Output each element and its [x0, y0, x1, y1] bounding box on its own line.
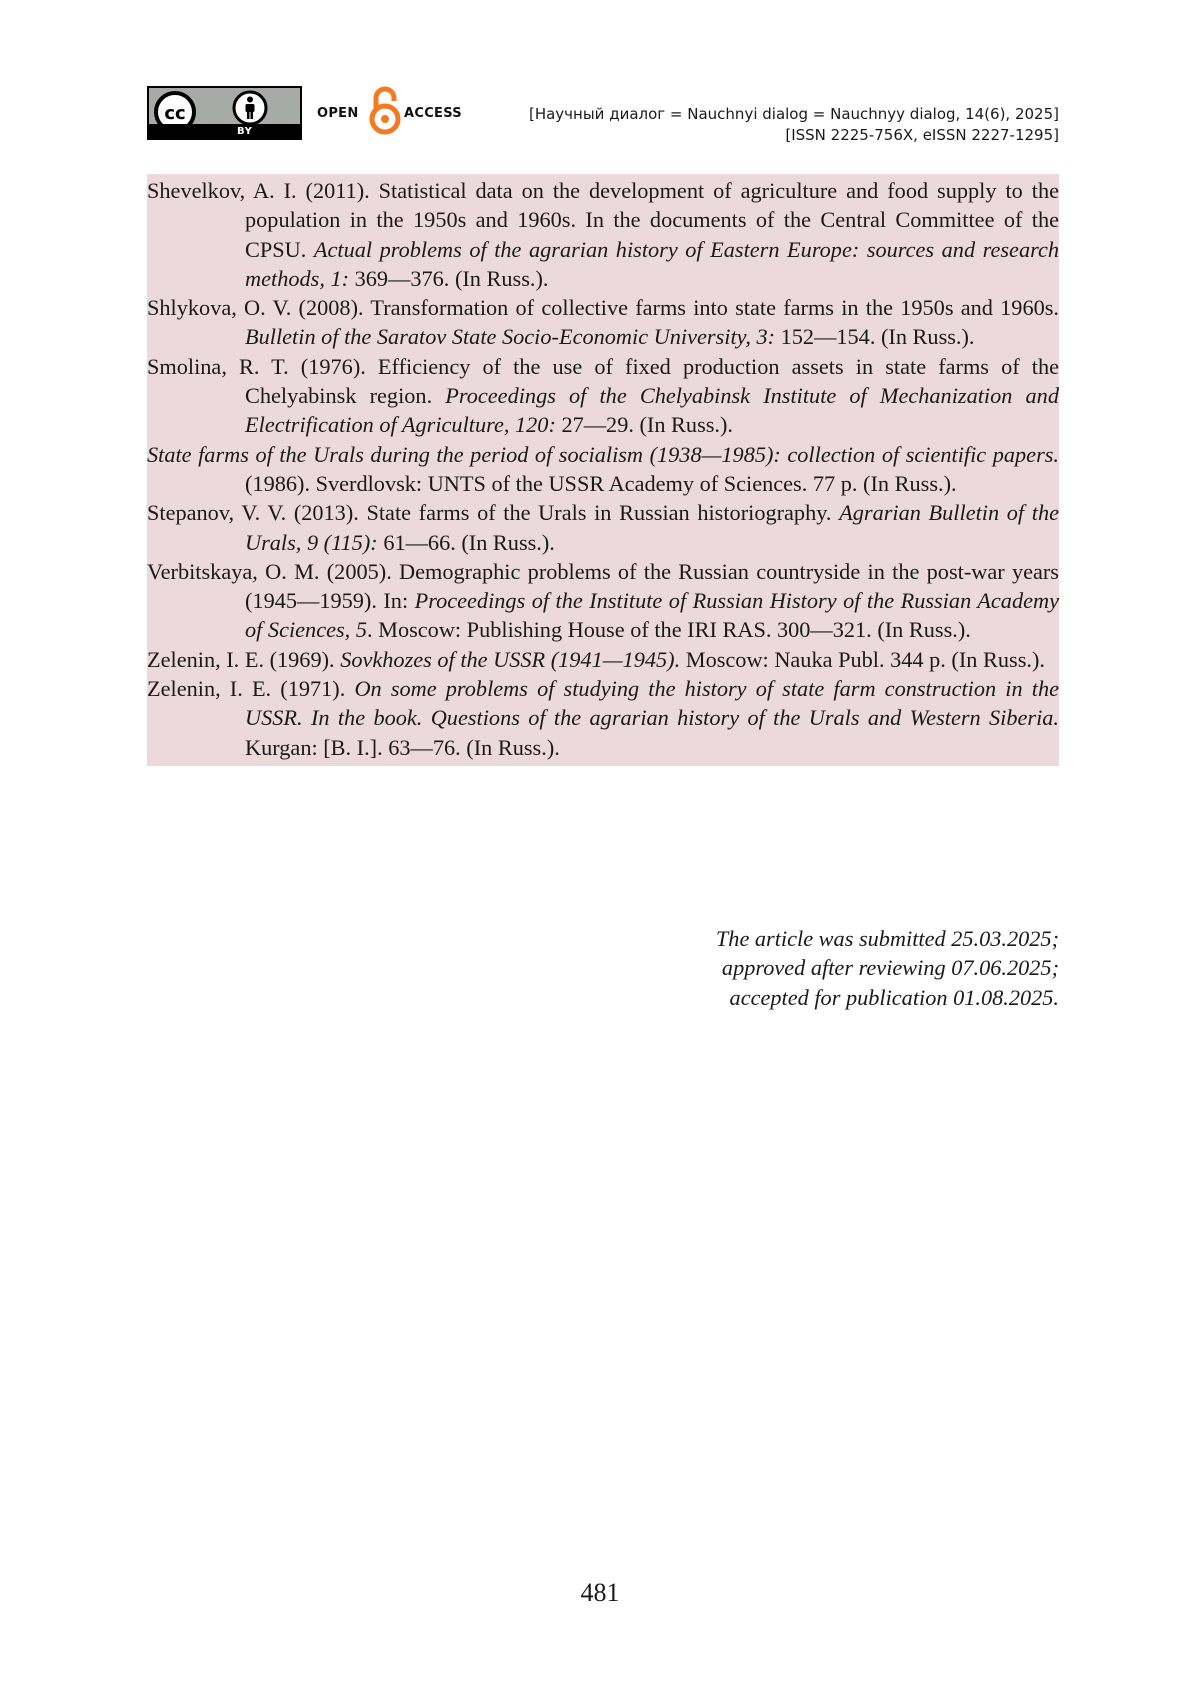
- journal-citation: [529, 104, 1059, 146]
- by-strip: [149, 124, 300, 138]
- reference-item: Stepanov, V. V. (2013). State farms of the Urals in Russian historiography. Agrarian Bulletin of the Urals, 9 (115): 61—66. (In Russ.).: [147, 500, 1059, 555]
- article-dates: [716, 924, 1059, 1012]
- cc-by-license-badge[interactable]: [147, 86, 302, 140]
- approved-date: approved after reviewing 07.06.2025;: [721, 955, 1059, 981]
- by-label: BY: [237, 126, 253, 137]
- journal-issn-line: [ISSN 2225-756X, eISSN 2227-1295]: [785, 126, 1059, 144]
- reference-item: State farms of the Urals during the period of socialism (1938—1985): collection of scientific papers. (1986). Sverdlovsk: UNTS of the USSR Academy of Sciences. 77 p. (In Russ.).: [147, 441, 1059, 496]
- journal-title-line: [Научный диалог = Nauchnyi dialog = Nauchnyy dialog, 14(6), 2025]: [528, 105, 1059, 123]
- open-access-word-access: ACCESS: [404, 106, 462, 121]
- reference-item: Verbitskaya, O. M. (2005). Demographic problems of the Russian countryside in the post-war years (1945—1959). In: Proceedings of the Institute of Russian History of the Russian Academy of Sciences, 5. Moscow: Publishing House of the IRI RAS. 300—321. (In Russ.).: [147, 558, 1059, 643]
- submitted-date: The article was submitted 25.03.2025;: [715, 926, 1059, 951]
- reference-item: Zelenin, I. E. (1969). Sovkhozes of the USSR (1941—1945). Moscow: Nauka Publ. 344 p. (In Russ.).: [147, 646, 1045, 672]
- svg-text:cc: cc: [164, 103, 186, 124]
- reference-list: [147, 174, 1059, 766]
- reference-item: Zelenin, I. E. (1971). On some problems of studying the history of state farm construction in the USSR. In the book. Questions of the agrarian history of the Urals and Western Siberia. Kurgan: [B. I.]. 63—76. (In Russ.).: [147, 676, 1060, 760]
- person-attribution-icon: [231, 89, 269, 127]
- open-access-logo[interactable]: [317, 86, 467, 140]
- accepted-date: accepted for publication 01.08.2025.: [729, 984, 1059, 1010]
- page-number: 481: [580, 1578, 620, 1607]
- reference-item: Shevelkov, A. I. (2011). Statistical data on the development of agriculture and food supply to the population in the 1950s and 1960s. In the documents of the Central Committee of the CPSU. Actual problems of the agrarian history of Eastern Europe: sources and research methods, 1: 369—376. (In Russ.).: [147, 178, 1059, 291]
- page-header: [147, 86, 1059, 146]
- reference-item: Shlykova, O. V. (2008). Transformation of collective farms into state farms in the 1950s and 1960s. Bulletin of the Saratov State Socio-Economic University, 3: 152—154. (In Russ.).: [147, 295, 1059, 350]
- reference-item: Smolina, R. T. (1976). Efficiency of the use of fixed production assets in state farms of the Chelyabinsk region. Proceedings of the Chelyabinsk Institute of Mechanization and Electrification of Agriculture, 120: 27—29. (In Russ.).: [147, 353, 1059, 438]
- open-access-lock-icon: [367, 86, 403, 136]
- open-access-word-open: OPEN: [317, 106, 359, 121]
